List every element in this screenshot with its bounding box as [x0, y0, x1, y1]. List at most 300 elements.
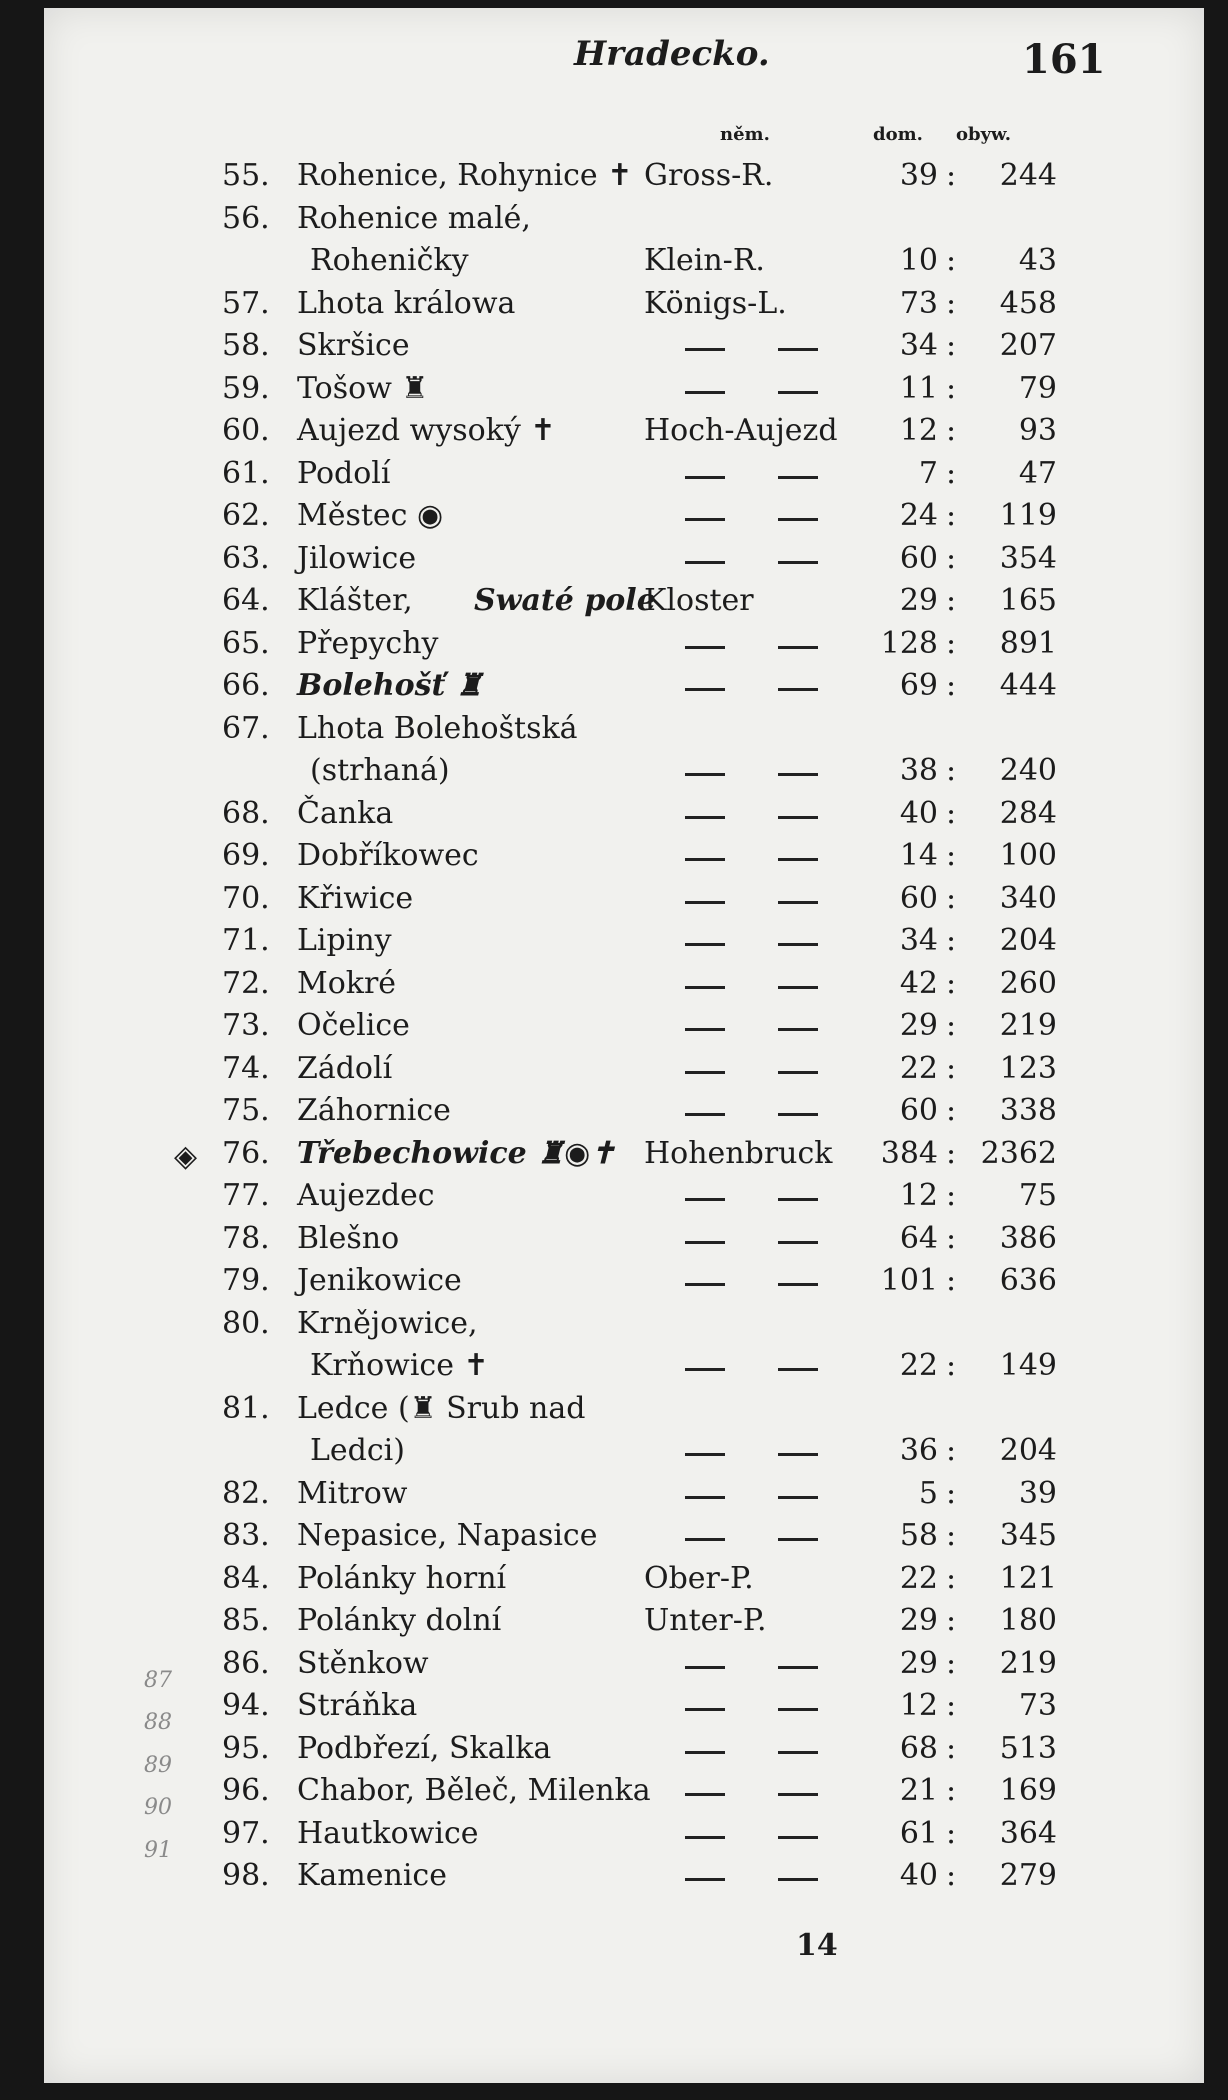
german-name: Hohenbruck — [644, 1135, 833, 1171]
place-name: Přepychy — [297, 625, 439, 661]
table-row — [44, 1431, 1204, 1471]
ratio-colon: : — [946, 1603, 957, 1638]
row-number: 66. — [222, 668, 270, 703]
place-name: Aujezdec — [297, 1178, 435, 1213]
ditto-dash — [685, 1198, 725, 1201]
ditto-dash — [685, 773, 725, 776]
ratio-colon: : — [946, 1178, 957, 1213]
inhabitants-count: 284 — [999, 795, 1057, 831]
ditto-dash — [778, 1751, 818, 1754]
ratio-colon: : — [946, 1263, 957, 1298]
table-row — [44, 411, 1204, 451]
ditto-dash — [685, 1113, 725, 1116]
inhabitants-count: 75 — [1018, 1178, 1057, 1213]
ditto-dash — [685, 901, 725, 904]
houses-count: 11 — [899, 370, 938, 406]
ditto-dash — [685, 858, 725, 861]
ditto-dash — [685, 1708, 725, 1711]
ratio-colon: : — [946, 1773, 957, 1808]
ditto-dash — [685, 986, 725, 989]
ditto-dash — [778, 1071, 818, 1074]
place-name: Ledce (♜ Srub nad — [297, 1390, 586, 1426]
inhabitants-count: 338 — [999, 1093, 1057, 1128]
ditto-dash — [778, 1666, 818, 1669]
table-row — [44, 199, 1204, 239]
row-number: 95. — [222, 1730, 270, 1766]
ratio-colon: : — [946, 498, 957, 533]
ratio-colon: : — [946, 923, 957, 958]
ratio-colon: : — [946, 1858, 957, 1893]
place-name: Polánky dolní — [297, 1603, 502, 1638]
inhabitants-count: 340 — [999, 880, 1057, 916]
inhabitants-count: 207 — [999, 328, 1057, 363]
inhabitants-count: 73 — [1018, 1688, 1057, 1723]
ditto-dash — [778, 1368, 818, 1371]
place-name: Polánky horní — [297, 1560, 507, 1596]
houses-count: 64 — [899, 1220, 938, 1256]
ditto-dash — [778, 858, 818, 861]
table-row — [44, 1601, 1204, 1641]
table-row — [44, 836, 1204, 876]
place-name: Třebechowice ♜◉✝ — [297, 1135, 616, 1171]
ratio-colon: : — [946, 540, 957, 576]
inhabitants-count: 204 — [999, 923, 1057, 958]
place-name: Lhota Bolehoštská — [297, 710, 578, 746]
houses-count: 40 — [899, 1858, 938, 1893]
inhabitants-count: 345 — [999, 1518, 1057, 1553]
houses-count: 29 — [899, 1645, 938, 1681]
ratio-colon: : — [946, 285, 957, 321]
ditto-dash — [778, 1708, 818, 1711]
ratio-colon: : — [946, 965, 957, 1001]
ditto-dash — [685, 1283, 725, 1286]
ditto-dash — [685, 646, 725, 649]
row-number: 69. — [222, 838, 270, 873]
ditto-dash — [778, 1283, 818, 1286]
ratio-colon: : — [946, 1815, 957, 1851]
place-name: Městec ◉ — [297, 498, 444, 533]
inhabitants-count: 100 — [999, 838, 1057, 873]
row-number: 82. — [222, 1475, 270, 1511]
table-row — [44, 794, 1204, 834]
place-name: Chabor, Běleč, Milenka — [297, 1773, 651, 1808]
table-row — [44, 581, 1204, 621]
table-row — [44, 1771, 1204, 1811]
column-header-inhabitants: obyw. — [956, 124, 1012, 145]
row-number: 67. — [222, 710, 270, 746]
houses-count: 29 — [899, 1008, 938, 1043]
table-row — [44, 921, 1204, 961]
houses-count: 101 — [880, 1263, 938, 1298]
ditto-dash — [685, 1538, 725, 1541]
houses-count: 7 — [918, 455, 938, 491]
row-number: 73. — [222, 1008, 270, 1043]
inhabitants-count: 2362 — [980, 1135, 1057, 1171]
houses-count: 29 — [899, 583, 938, 618]
inhabitants-count: 121 — [999, 1560, 1057, 1596]
houses-count: 42 — [899, 965, 938, 1001]
houses-count: 34 — [899, 923, 938, 958]
inhabitants-count: 219 — [999, 1008, 1057, 1043]
row-number: 60. — [222, 413, 270, 448]
row-number: 83. — [222, 1518, 270, 1553]
book-page — [44, 8, 1204, 2083]
place-name: Ledci) — [310, 1433, 405, 1468]
houses-count: 58 — [899, 1518, 938, 1553]
row-number: 75. — [222, 1093, 270, 1128]
ditto-dash — [685, 1666, 725, 1669]
houses-count: 39 — [899, 158, 938, 193]
ditto-dash — [778, 1113, 818, 1116]
inhabitants-count: 123 — [999, 1050, 1057, 1086]
place-name: Blešno — [297, 1220, 400, 1256]
german-name: Ober-P. — [644, 1560, 754, 1596]
place-name: Lhota králowa — [297, 285, 516, 321]
place-name: Dobříkowec — [297, 838, 479, 873]
inhabitants-count: 219 — [999, 1645, 1057, 1681]
inhabitants-count: 458 — [999, 285, 1057, 321]
ratio-colon: : — [946, 243, 957, 278]
inhabitants-count: 891 — [999, 625, 1057, 661]
ditto-dash — [778, 1028, 818, 1031]
place-name: Klášter, — [297, 583, 413, 618]
row-number: 85. — [222, 1603, 270, 1638]
margin-note: 87 — [144, 1668, 172, 1693]
row-number: 77. — [222, 1178, 270, 1213]
german-name: Klein-R. — [644, 243, 765, 278]
place-name: Stráňka — [297, 1688, 418, 1723]
place-name: Aujezd wysoký ✝ — [297, 413, 556, 448]
row-number: 59. — [222, 370, 270, 406]
ditto-dash — [685, 688, 725, 691]
inhabitants-count: 79 — [1018, 370, 1057, 406]
houses-count: 24 — [899, 498, 938, 533]
ditto-dash — [778, 1198, 818, 1201]
ratio-colon: : — [946, 1475, 957, 1511]
place-name: Jilowice — [297, 540, 417, 576]
table-row — [44, 879, 1204, 919]
houses-count: 60 — [899, 1093, 938, 1128]
ditto-dash — [778, 901, 818, 904]
inhabitants-count: 169 — [999, 1773, 1057, 1808]
place-name: Křiwice — [297, 880, 414, 916]
ditto-dash — [685, 391, 725, 394]
ditto-dash — [685, 1793, 725, 1796]
inhabitants-count: 165 — [999, 583, 1057, 618]
houses-count: 29 — [899, 1603, 938, 1638]
ditto-dash — [778, 943, 818, 946]
place-name: Lipiny — [297, 923, 392, 958]
table-row — [44, 666, 1204, 706]
table-row — [44, 1134, 1204, 1174]
houses-count: 60 — [899, 540, 938, 576]
ditto-dash — [778, 348, 818, 351]
place-name: Hautkowice — [297, 1815, 479, 1851]
place-name: Zádolí — [297, 1050, 393, 1086]
table-row — [44, 1006, 1204, 1046]
table-row — [44, 241, 1204, 281]
inhabitants-count: 119 — [999, 498, 1057, 533]
place-name: Roheničky — [310, 243, 469, 278]
inhabitants-count: 43 — [1018, 243, 1057, 278]
ditto-dash — [778, 518, 818, 521]
ratio-colon: : — [946, 838, 957, 873]
ditto-dash — [685, 816, 725, 819]
houses-count: 36 — [899, 1433, 938, 1468]
row-number: 96. — [222, 1773, 270, 1808]
inhabitants-count: 39 — [1018, 1475, 1057, 1511]
ditto-dash — [685, 943, 725, 946]
inhabitants-count: 180 — [999, 1603, 1057, 1638]
ratio-colon: : — [946, 1518, 957, 1553]
row-number: 98. — [222, 1858, 270, 1893]
place-name: Krnějowice, — [297, 1305, 478, 1341]
row-number: 74. — [222, 1050, 270, 1086]
houses-count: 384 — [880, 1135, 938, 1171]
ratio-colon: : — [946, 583, 957, 618]
inhabitants-count: 93 — [1018, 413, 1057, 448]
post-office-marker-icon: ◈ — [174, 1138, 198, 1174]
ditto-dash — [685, 1241, 725, 1244]
ditto-dash — [685, 1751, 725, 1754]
table-row — [44, 1559, 1204, 1599]
table-row — [44, 1729, 1204, 1769]
place-name: Mitrow — [297, 1475, 408, 1511]
table-row — [44, 496, 1204, 536]
row-number: 70. — [222, 880, 270, 916]
table-row — [44, 1261, 1204, 1301]
inhabitants-count: 244 — [999, 158, 1057, 193]
row-number: 80. — [222, 1305, 270, 1341]
ditto-dash — [685, 348, 725, 351]
place-name: Rohenice, Rohynice ✝ — [297, 158, 633, 193]
row-number: 61. — [222, 455, 270, 491]
place-name: (strhaná) — [310, 753, 450, 788]
houses-count: 73 — [899, 285, 938, 321]
houses-count: 10 — [899, 243, 938, 278]
table-row — [44, 751, 1204, 791]
houses-count: 60 — [899, 880, 938, 916]
german-name: Gross-R. — [644, 158, 774, 193]
place-name: Očelice — [297, 1008, 410, 1043]
row-number: 55. — [222, 158, 270, 193]
row-number: 68. — [222, 795, 270, 831]
ratio-colon: : — [946, 1093, 957, 1128]
houses-count: 5 — [918, 1475, 938, 1511]
table-row — [44, 454, 1204, 494]
inhabitants-count: 240 — [999, 753, 1057, 788]
row-number: 62. — [222, 498, 270, 533]
table-row — [44, 1644, 1204, 1684]
row-number: 56. — [222, 200, 270, 236]
ditto-dash — [778, 1793, 818, 1796]
row-number: 71. — [222, 923, 270, 958]
houses-count: 38 — [899, 753, 938, 788]
row-number: 94. — [222, 1688, 270, 1723]
houses-count: 14 — [899, 838, 938, 873]
ditto-dash — [778, 1241, 818, 1244]
table-row — [44, 1856, 1204, 1896]
row-number: 97. — [222, 1815, 270, 1851]
ditto-dash — [685, 1028, 725, 1031]
houses-count: 22 — [899, 1050, 938, 1086]
inhabitants-count: 279 — [999, 1858, 1057, 1893]
houses-count: 128 — [880, 625, 938, 661]
ditto-dash — [778, 1496, 818, 1499]
table-row — [44, 1389, 1204, 1429]
ratio-colon: : — [946, 880, 957, 916]
ditto-dash — [778, 1538, 818, 1541]
houses-count: 68 — [899, 1730, 938, 1766]
ratio-colon: : — [946, 413, 957, 448]
houses-count: 12 — [899, 1178, 938, 1213]
ditto-dash — [685, 1453, 725, 1456]
ditto-dash — [778, 561, 818, 564]
houses-count: 34 — [899, 328, 938, 363]
ditto-dash — [685, 1878, 725, 1881]
ratio-colon: : — [946, 1730, 957, 1766]
margin-note: 89 — [144, 1753, 172, 1778]
ditto-dash — [778, 688, 818, 691]
page-number: 161 — [1022, 36, 1106, 83]
row-number: 72. — [222, 965, 270, 1001]
german-name: Kloster — [644, 583, 754, 618]
row-number: 57. — [222, 285, 270, 321]
margin-note: 91 — [144, 1838, 172, 1863]
place-alt-name: Swaté pole — [474, 583, 656, 618]
ditto-dash — [685, 1496, 725, 1499]
inhabitants-count: 386 — [999, 1220, 1057, 1256]
ditto-dash — [685, 1071, 725, 1074]
signature-mark: 14 — [796, 1928, 838, 1963]
ditto-dash — [778, 816, 818, 819]
place-name: Tošow ♜ — [297, 370, 429, 406]
table-row — [44, 1814, 1204, 1854]
german-name: Hoch-Aujezd — [644, 413, 838, 448]
inhabitants-count: 364 — [999, 1815, 1057, 1851]
row-number: 86. — [222, 1645, 270, 1681]
table-row — [44, 369, 1204, 409]
houses-count: 69 — [899, 668, 938, 703]
houses-count: 21 — [899, 1773, 938, 1808]
ditto-dash — [685, 1836, 725, 1839]
ratio-colon: : — [946, 1348, 957, 1383]
table-row — [44, 156, 1204, 196]
place-name: Krňowice ✝ — [310, 1348, 489, 1383]
ratio-colon: : — [946, 370, 957, 406]
ratio-colon: : — [946, 328, 957, 363]
ratio-colon: : — [946, 1645, 957, 1681]
ditto-dash — [685, 1368, 725, 1371]
column-header-german: něm. — [720, 124, 770, 145]
table-row — [44, 1686, 1204, 1726]
inhabitants-count: 149 — [999, 1348, 1057, 1383]
houses-count: 12 — [899, 1688, 938, 1723]
row-number: 76. — [222, 1135, 270, 1171]
ditto-dash — [778, 391, 818, 394]
row-number: 65. — [222, 625, 270, 661]
houses-count: 12 — [899, 413, 938, 448]
row-number: 58. — [222, 328, 270, 363]
ratio-colon: : — [946, 1220, 957, 1256]
houses-count: 22 — [899, 1348, 938, 1383]
ditto-dash — [778, 1453, 818, 1456]
place-name: Podolí — [297, 455, 391, 491]
ratio-colon: : — [946, 1433, 957, 1468]
ratio-colon: : — [946, 1008, 957, 1043]
row-number: 81. — [222, 1390, 270, 1426]
table-row — [44, 1304, 1204, 1344]
place-name: Jenikowice — [297, 1263, 462, 1298]
ditto-dash — [778, 773, 818, 776]
ratio-colon: : — [946, 1050, 957, 1086]
margin-note: 88 — [144, 1710, 172, 1735]
place-name: Čanka — [297, 795, 394, 831]
page-header-title: Hradecko. — [574, 34, 770, 74]
place-name: Nepasice, Napasice — [297, 1518, 598, 1553]
table-row — [44, 539, 1204, 579]
ditto-dash — [685, 476, 725, 479]
place-name: Kamenice — [297, 1858, 447, 1893]
ratio-colon: : — [946, 668, 957, 703]
houses-count: 40 — [899, 795, 938, 831]
ratio-colon: : — [946, 753, 957, 788]
ditto-dash — [778, 646, 818, 649]
inhabitants-count: 513 — [999, 1730, 1057, 1766]
table-row — [44, 1219, 1204, 1259]
ratio-colon: : — [946, 1135, 957, 1171]
ratio-colon: : — [946, 455, 957, 491]
table-row — [44, 1346, 1204, 1386]
place-name: Záhornice — [297, 1093, 451, 1128]
table-row — [44, 964, 1204, 1004]
place-name: Rohenice malé, — [297, 200, 531, 236]
table-row — [44, 1176, 1204, 1216]
inhabitants-count: 47 — [1018, 455, 1057, 491]
houses-count: 22 — [899, 1560, 938, 1596]
ditto-dash — [778, 986, 818, 989]
table-row — [44, 1516, 1204, 1556]
german-name: Königs-L. — [644, 285, 787, 321]
table-row — [44, 326, 1204, 366]
inhabitants-count: 444 — [999, 668, 1057, 703]
inhabitants-count: 204 — [999, 1433, 1057, 1468]
ratio-colon: : — [946, 1560, 957, 1596]
column-header-houses: dom. — [873, 124, 923, 145]
place-name: Skršice — [297, 328, 410, 363]
table-row — [44, 1091, 1204, 1131]
ratio-colon: : — [946, 1688, 957, 1723]
table-row — [44, 1049, 1204, 1089]
inhabitants-count: 636 — [999, 1263, 1057, 1298]
ratio-colon: : — [946, 625, 957, 661]
row-number: 84. — [222, 1560, 270, 1596]
place-name: Bolehošť ♜ — [297, 668, 483, 703]
ditto-dash — [778, 1878, 818, 1881]
inhabitants-count: 354 — [999, 540, 1057, 576]
ratio-colon: : — [946, 795, 957, 831]
place-name: Stěnkow — [297, 1645, 429, 1681]
german-name: Unter-P. — [644, 1603, 767, 1638]
ditto-dash — [778, 476, 818, 479]
row-number: 78. — [222, 1220, 270, 1256]
houses-count: 61 — [899, 1815, 938, 1851]
margin-note: 90 — [144, 1795, 172, 1820]
table-row — [44, 624, 1204, 664]
ditto-dash — [778, 1836, 818, 1839]
ditto-dash — [685, 518, 725, 521]
ditto-dash — [685, 561, 725, 564]
